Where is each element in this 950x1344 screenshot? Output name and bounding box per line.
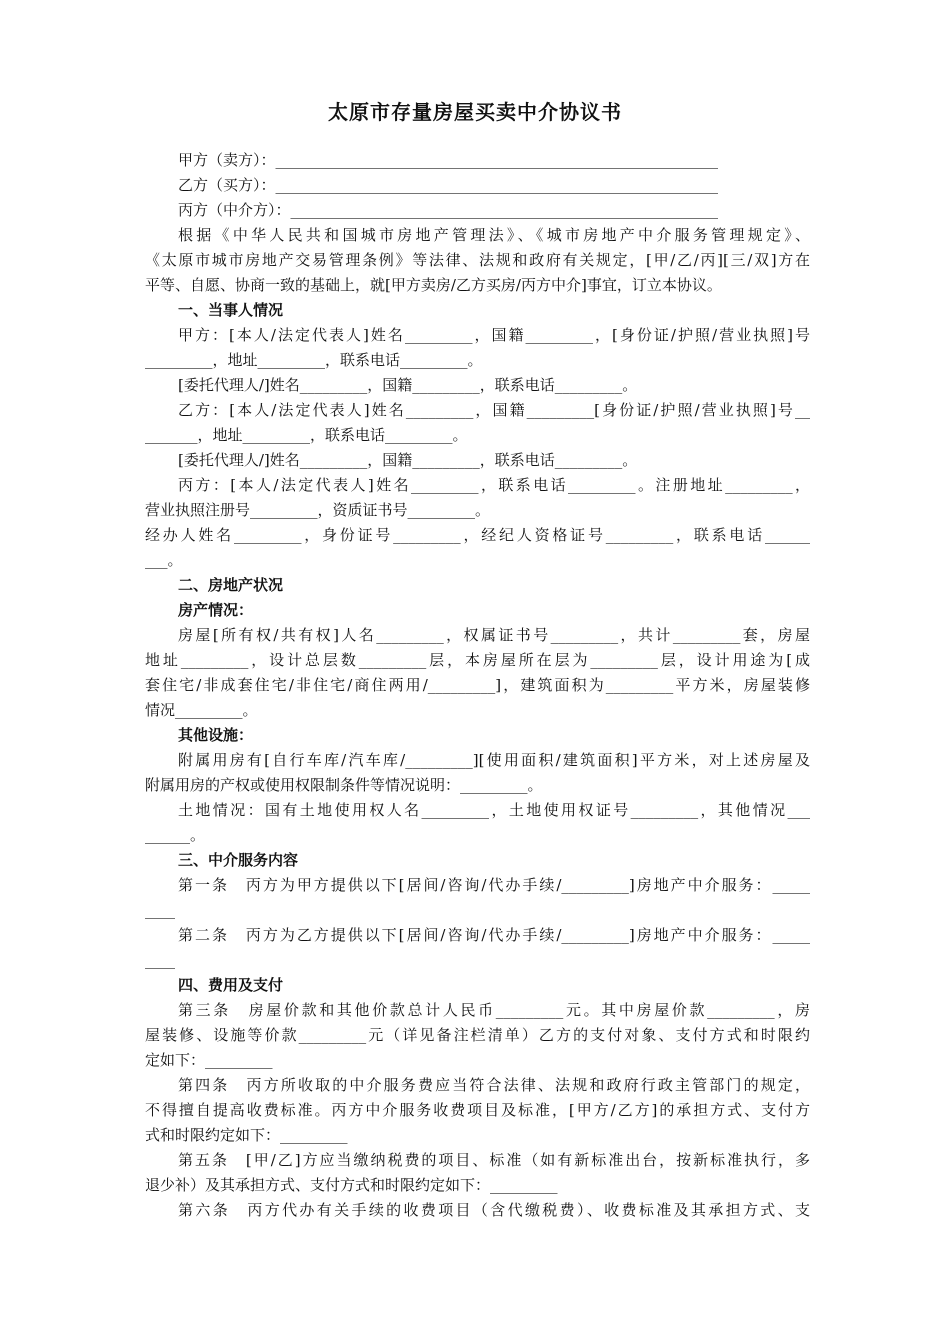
section-heading: 房产情况： <box>178 601 254 619</box>
section-heading: 其他设施： <box>178 726 254 744</box>
paragraph-line: 第二条 丙方为乙方提供以下[居间/咨询/代办手续/_________]房地产中介服务：_____ <box>178 926 810 944</box>
paragraph-line: _______，地址_________，联系电话_________。 <box>145 426 468 444</box>
paragraph-line: 乙方（买方）：___________________________________________________________ <box>178 176 719 194</box>
paragraph-line: 平等、自愿、协商一致的基础上，就[甲方卖房/乙方买房/丙方中介]事宜，订立本协议。 <box>145 276 722 294</box>
paragraph-line: 式和时限约定如下：_________ <box>145 1126 348 1144</box>
document-title: 太原市存量房屋买卖中介协议书 <box>328 100 622 124</box>
paragraph-line: ___。 <box>145 551 183 569</box>
paragraph-line: 第六条 丙方代办有关手续的收费项目（含代缴税费）、收费标准及其承担方式、支 <box>178 1201 810 1219</box>
paragraph-line: 不得擅自提高收费标准。丙方中介服务收费项目及标准，[甲方/乙方]的承担方式、支付方 <box>145 1101 810 1119</box>
paragraph-line: 第五条 [甲/乙]方应当缴纳税费的项目、标准（如有新标准出台，按新标准执行，多 <box>178 1151 810 1169</box>
paragraph-line: [委托代理人/]姓名_________，国籍_________，联系电话_________。 <box>178 451 638 469</box>
paragraph-line: 土地情况：国有土地使用权人名_________，土地使用权证号_________，其他情况___ <box>178 801 810 819</box>
paragraph-line: 第四条 丙方所收取的中介服务费应当符合法律、法规和政府行政主管部门的规定， <box>178 1076 810 1094</box>
paragraph-line: 营业执照注册号_________，资质证书号_________。 <box>145 501 491 519</box>
paragraph-line: 乙方：[本人/法定代表人]姓名_________，国籍_________[身份证/护照/营业执照]号__ <box>178 401 810 419</box>
paragraph-line: 附属用房的产权或使用权限制条件等情况说明：_________。 <box>145 776 543 794</box>
paragraph-line: ______。 <box>145 826 206 844</box>
paragraph-line: 定如下：_________ <box>145 1051 273 1069</box>
paragraph-line: 附属用房有[自行车库/汽车库/_________][使用面积/建筑面积]平方米，对上述房屋及 <box>178 751 810 769</box>
paragraph-line: 甲方：[本人/法定代表人]姓名_________，国籍_________，[身份证/护照/营业执照]号 <box>178 326 810 344</box>
paragraph-line: [委托代理人/]姓名_________，国籍_________，联系电话_________。 <box>178 376 638 394</box>
paragraph-line: 第三条 房屋价款和其他价款总计人民币_________元。其中房屋价款_________，房 <box>178 1001 810 1019</box>
paragraph-line: 丙方（中介方）：_________________________________________________________ <box>178 201 719 219</box>
paragraph-line: 房屋[所有权/共有权]人名_________，权属证书号_________，共计_________套，房屋 <box>178 626 810 644</box>
paragraph-line: 屋装修、设施等价款_________元（详见备注栏清单）乙方的支付对象、支付方式和时限约 <box>145 1026 810 1044</box>
paragraph-line: 第一条 丙方为甲方提供以下[居间/咨询/代办手续/_________]房地产中介服务：_____ <box>178 876 810 894</box>
paragraph-line: 根据《中华人民共和国城市房地产管理法》、《城市房地产中介服务管理规定》、 <box>178 226 810 244</box>
paragraph-line: ____ <box>145 951 175 969</box>
paragraph-line: 经办人姓名_________，身份证号_________，经纪人资格证号_________，联系电话______ <box>145 526 810 544</box>
paragraph-line: 地址_________，设计总层数_________层，本房屋所在层为_________层，设计用途为[成 <box>145 651 810 669</box>
paragraph-line: 情况_________。 <box>145 701 258 719</box>
section-heading: 一、当事人情况 <box>178 301 284 319</box>
section-heading: 四、费用及支付 <box>178 976 284 994</box>
paragraph-line: 《太原市城市房地产交易管理条例》等法律、法规和政府有关规定，[甲/乙/丙][三/双]方在 <box>145 251 810 269</box>
paragraph-line: _________，地址_________，联系电话_________。 <box>145 351 483 369</box>
paragraph-line: 丙方：[本人/法定代表人]姓名_________，联系电话_________。注册地址_________， <box>178 476 810 494</box>
paragraph-line: 甲方（卖方）：___________________________________________________________ <box>178 151 719 169</box>
section-heading: 三、中介服务内容 <box>178 851 299 869</box>
paragraph-line: 退少补）及其承担方式、支付方式和时限约定如下：_________ <box>145 1176 558 1194</box>
section-heading: 二、房地产状况 <box>178 576 284 594</box>
paragraph-line: ____ <box>145 901 175 919</box>
paragraph-line: 套住宅/非成套住宅/非住宅/商住两用/_________]，建筑面积为_________平方米，房屋装修 <box>145 676 810 694</box>
